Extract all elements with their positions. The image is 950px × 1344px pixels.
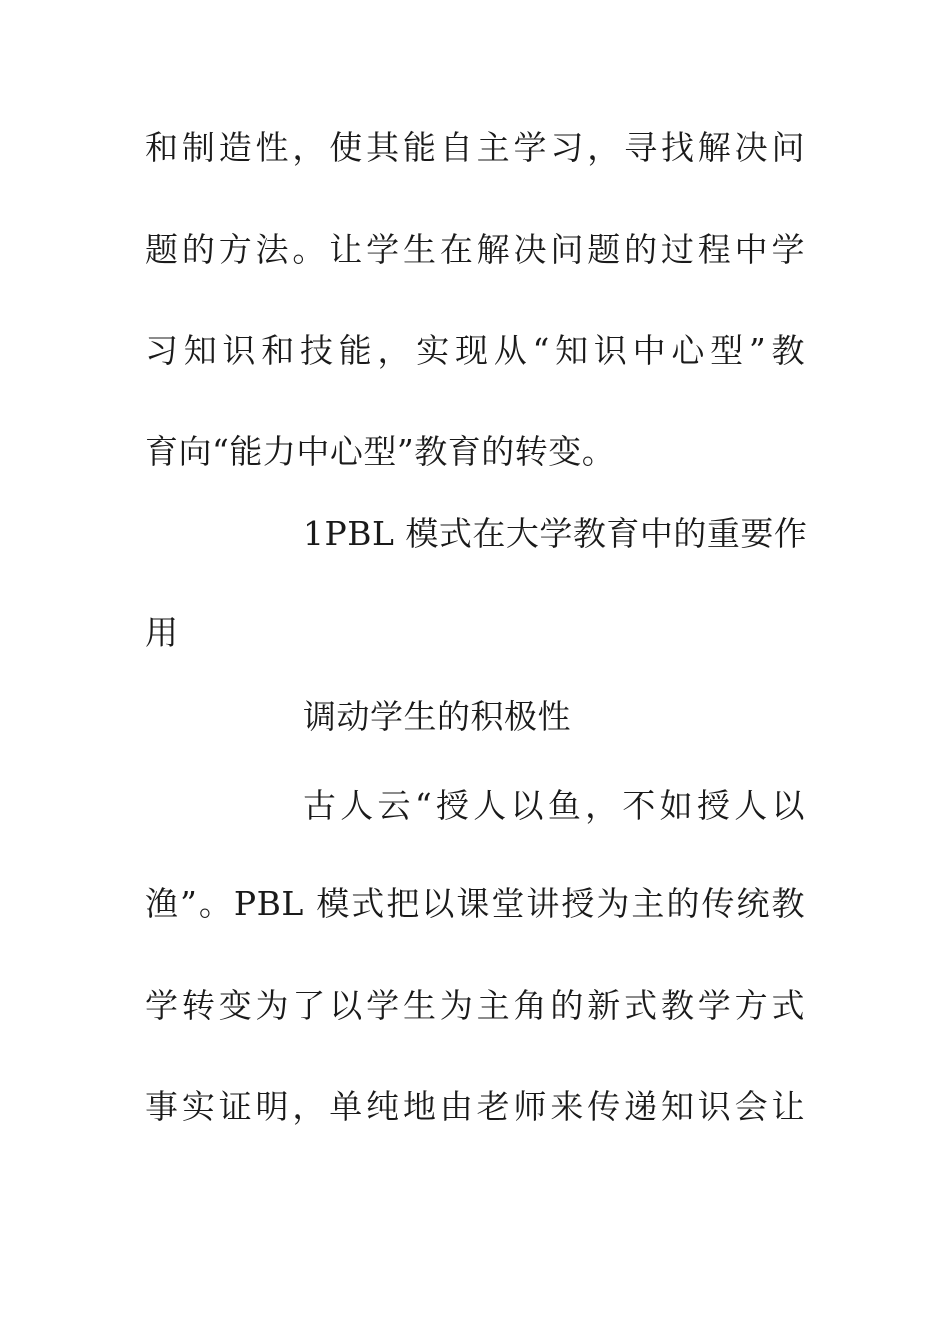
body-text-line: 事实证明，单纯地由老师来传递知识会让 [145,1087,805,1126]
section-heading-line: 用 [145,613,179,652]
section-heading-line: 1PBL 模式在大学教育中的重要作 [303,514,808,553]
body-text-line: 习知识和技能，实现从“知识中心型”教 [145,331,805,370]
body-text-line: 学转变为了以学生为主角的新式教学方式 [145,986,805,1025]
body-text-line: 渔”。PBL 模式把以课堂讲授为主的传统教 [145,884,805,923]
body-text-line: 和制造性，使其能自主学习，寻找解决问 [145,128,805,167]
body-text-line: 题的方法。让学生在解决问题的过程中学 [145,230,805,269]
body-text-line: 古人云“授人以鱼，不如授人以 [303,786,805,825]
body-text-line: 育向“能力中心型”教育的转变。 [145,432,616,471]
subsection-heading: 调动学生的积极性 [303,697,571,736]
